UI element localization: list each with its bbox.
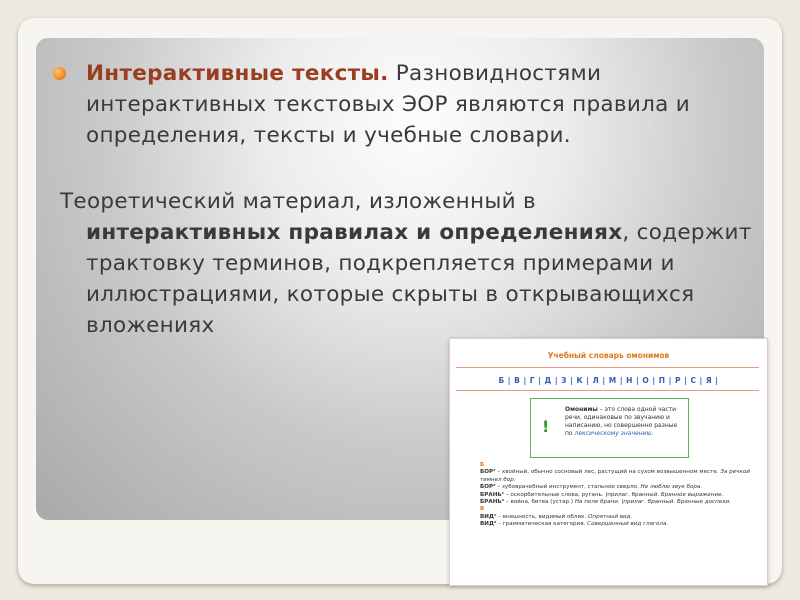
paragraph-1-heading: Интерактивные тексты. xyxy=(86,61,389,86)
entry-letter: В xyxy=(480,506,485,513)
definition-accent: лексическому значению. xyxy=(574,430,654,437)
paragraph-2-intro: Теоретический материал, изложенный в xyxy=(60,189,537,214)
entry-word: ВИД² xyxy=(480,521,497,528)
dictionary-divider xyxy=(456,390,759,391)
dictionary-title: Учебный словарь омонимов xyxy=(547,351,670,360)
paragraph-1 xyxy=(86,58,726,151)
entry-letter: Б xyxy=(480,462,485,468)
exclamation-icon: ! xyxy=(542,417,550,436)
entry-definition: – грамматическая категория. xyxy=(496,521,588,528)
definition-term: Омонимы xyxy=(565,406,598,413)
definition-text xyxy=(565,406,685,438)
entry-word: БОР¹ xyxy=(480,469,496,476)
bullet-dot-icon xyxy=(53,67,66,80)
dictionary-entry xyxy=(480,492,750,499)
entry-definition: – внешность, видимый облик. xyxy=(496,513,589,520)
dictionary-entry xyxy=(480,521,750,528)
entry-example: Бранное выражение. xyxy=(660,491,724,498)
dictionary-entry xyxy=(480,484,750,491)
entry-example: Опрятный вид. xyxy=(588,513,633,520)
entry-definition: – оскорбительные слова, ругань. |прилаг. бранный. xyxy=(504,491,661,498)
entry-definition: – хвойный, обычно сосновый лес, растущий на сухом возвышенном месте. xyxy=(495,469,721,476)
entry-word: БРАНЬ² xyxy=(480,499,505,506)
entry-definition: – война, битва (устар.) xyxy=(504,499,575,506)
entry-example: На поле брани. |прилаг. бранный. Бранные доспехи. xyxy=(574,499,731,506)
definition-body: – это слова одной части речи, одинаковые по звучанию и написанию, но совершенно разные по xyxy=(565,406,678,437)
paragraph-2 xyxy=(60,186,760,341)
dictionary-divider xyxy=(456,367,759,368)
entry-example: Совершенный вид глагола. xyxy=(587,521,669,528)
entry-word: БРАНЬ¹ xyxy=(480,491,505,498)
paragraph-2-rest: , содержит трактовку терминов, подкрепляется примерами и иллюстрациями, которые скрыты в открывающихся вложениях xyxy=(86,220,752,338)
entry-letter-heading xyxy=(480,506,750,513)
paragraph-2-indent xyxy=(60,217,760,341)
dictionary-entries xyxy=(480,462,750,529)
dictionary-thumbnail[interactable] xyxy=(449,338,768,586)
dictionary-letter-index[interactable]: Б | В | Г | Д | З | К | Л | М | Н | О | П | Р | С | Я | xyxy=(498,376,719,385)
dictionary-entry xyxy=(480,469,750,484)
entry-word: ВИД¹ xyxy=(480,513,497,520)
paragraph-1-text: Разновидностями интерактивных текстовых ЭОР являются правила и определения, тексты и учебные словари. xyxy=(86,61,691,148)
dictionary-entry xyxy=(480,499,750,506)
entry-definition: – зубоврачебный инструмент, стальное сверло. xyxy=(495,484,641,491)
entry-example: Не люблю звук бора. xyxy=(640,484,703,491)
definition-box xyxy=(530,398,689,458)
entry-example: За речкой темнел бор. xyxy=(480,469,750,483)
paragraph-2-bold: интерактивных правилах и определениях xyxy=(86,220,623,245)
entry-word: БОР² xyxy=(480,484,496,491)
